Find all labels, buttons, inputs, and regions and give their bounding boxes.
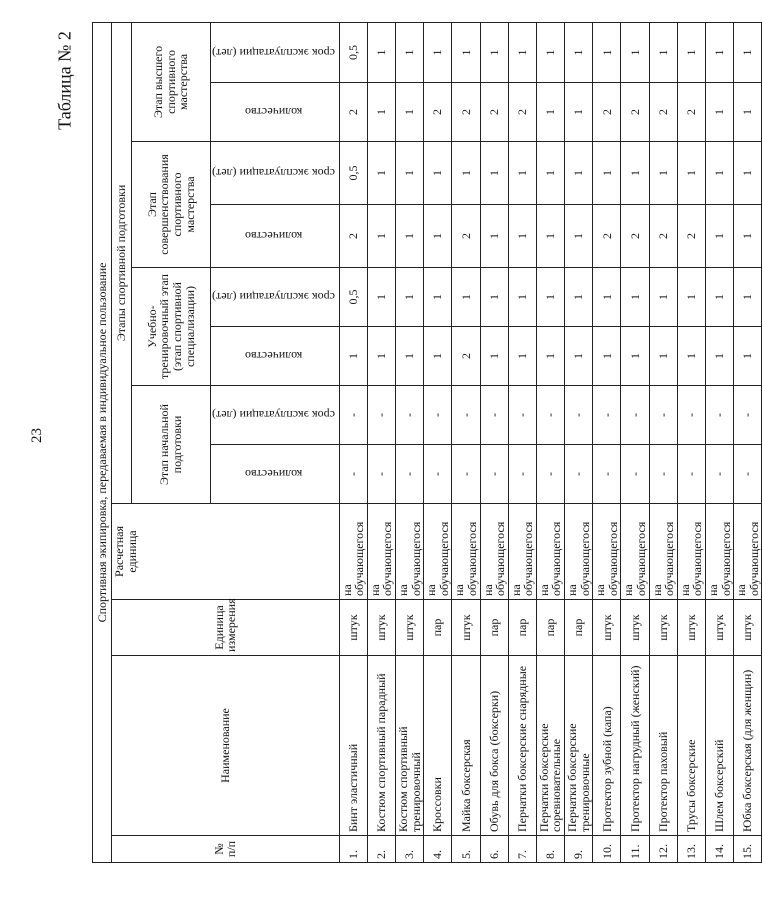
header-stages-group: Этапы спортивной подготовки xyxy=(112,22,132,503)
cell-term: 1 xyxy=(734,142,762,205)
cell-qty: - xyxy=(339,445,367,504)
cell-term: 0,5 xyxy=(339,268,367,327)
table-row xyxy=(649,22,677,862)
cell-calc-unit: на обучающегося xyxy=(508,504,536,600)
cell-name: Протектор зубной (капа) xyxy=(593,656,621,836)
cell-qty: 2 xyxy=(621,205,649,268)
cell-qty: 1 xyxy=(480,327,508,386)
cell-qty: - xyxy=(367,445,395,504)
cell-name: Протектор паховый xyxy=(649,656,677,836)
cell-term: - xyxy=(395,386,423,445)
header-qty: количество xyxy=(211,205,340,268)
cell-term: 1 xyxy=(424,268,452,327)
cell-qty: 2 xyxy=(677,205,705,268)
cell-qty: 1 xyxy=(367,83,395,142)
cell-num: 4. xyxy=(424,836,452,863)
table-row xyxy=(706,22,734,862)
cell-term: 1 xyxy=(508,22,536,82)
cell-qty: 1 xyxy=(649,327,677,386)
cell-num: 13. xyxy=(677,836,705,863)
cell-qty: 1 xyxy=(677,327,705,386)
cell-name: Перчатки боксерские снарядные xyxy=(508,656,536,836)
cell-term: - xyxy=(536,386,564,445)
cell-qty: 1 xyxy=(565,205,593,268)
table-row xyxy=(621,22,649,862)
cell-term: 1 xyxy=(452,22,480,82)
cell-calc-unit: на обучающегося xyxy=(706,504,734,600)
cell-num: 5. xyxy=(452,836,480,863)
cell-term: 1 xyxy=(452,142,480,205)
cell-qty: 2 xyxy=(452,205,480,268)
cell-name: Майка боксерская xyxy=(452,656,480,836)
cell-calc-unit: на обучающегося xyxy=(677,504,705,600)
header-stage-1: Этап начальной подготовки xyxy=(132,386,211,504)
cell-term: 1 xyxy=(395,268,423,327)
cell-term: 1 xyxy=(649,268,677,327)
cell-term: 1 xyxy=(424,22,452,82)
page-number: 23 xyxy=(29,428,45,443)
cell-term: - xyxy=(452,386,480,445)
cell-term: 1 xyxy=(649,142,677,205)
cell-qty: 1 xyxy=(565,83,593,142)
cell-qty: - xyxy=(621,445,649,504)
cell-qty: - xyxy=(734,445,762,504)
table-row xyxy=(508,22,536,862)
header-term: срок эксплуатации (лет) xyxy=(211,22,340,82)
cell-term: - xyxy=(508,386,536,445)
cell-calc-unit: на обучающегося xyxy=(734,504,762,600)
cell-qty: - xyxy=(649,445,677,504)
cell-unit: штук xyxy=(706,600,734,656)
cell-name: Кроссовки xyxy=(424,656,452,836)
cell-term: 1 xyxy=(734,268,762,327)
cell-calc-unit: на обучающегося xyxy=(593,504,621,600)
header-calc-unit: Расчетная единица xyxy=(112,504,340,600)
cell-term: 1 xyxy=(593,142,621,205)
cell-term: 1 xyxy=(480,22,508,82)
cell-term: 1 xyxy=(706,22,734,82)
cell-term: 1 xyxy=(677,268,705,327)
cell-qty: - xyxy=(677,445,705,504)
header-qty: количество xyxy=(211,83,340,142)
cell-term: 1 xyxy=(452,268,480,327)
cell-term: 1 xyxy=(508,142,536,205)
table-row xyxy=(480,22,508,862)
table-caption: Спортивная экипировка, передаваемая в индивидуальное пользование xyxy=(93,22,112,862)
cell-qty: 2 xyxy=(452,83,480,142)
cell-qty: - xyxy=(565,445,593,504)
cell-calc-unit: на обучающегося xyxy=(424,504,452,600)
table-row xyxy=(367,22,395,862)
cell-term: 1 xyxy=(565,22,593,82)
cell-name: Костюм спортивный парадный xyxy=(367,656,395,836)
cell-qty: 2 xyxy=(424,83,452,142)
cell-term: 1 xyxy=(706,268,734,327)
cell-term: 1 xyxy=(367,22,395,82)
cell-qty: 2 xyxy=(480,83,508,142)
cell-name: Костюм спортивный тренировочный xyxy=(395,656,423,836)
header-stage-3: Этап совершенствования спортивного мастерства xyxy=(132,142,211,268)
equipment-table xyxy=(92,22,762,863)
header-stage-2: Учебно-тренировочный этап (этап спортивной специализации) xyxy=(132,268,211,386)
cell-qty: 1 xyxy=(734,205,762,268)
cell-term: 1 xyxy=(536,22,564,82)
header-num: № п/п xyxy=(112,836,340,863)
cell-qty: 2 xyxy=(339,205,367,268)
cell-term: 1 xyxy=(480,268,508,327)
cell-calc-unit: на обучающегося xyxy=(565,504,593,600)
cell-qty: 1 xyxy=(734,83,762,142)
cell-term: - xyxy=(677,386,705,445)
cell-qty: 1 xyxy=(536,327,564,386)
cell-qty: 2 xyxy=(677,83,705,142)
cell-term: 1 xyxy=(621,22,649,82)
cell-calc-unit: на обучающегося xyxy=(452,504,480,600)
cell-term: 1 xyxy=(395,22,423,82)
cell-term: 1 xyxy=(621,268,649,327)
cell-qty: 1 xyxy=(565,327,593,386)
cell-qty: 1 xyxy=(706,205,734,268)
cell-unit: пар xyxy=(480,600,508,656)
cell-unit: пар xyxy=(536,600,564,656)
cell-qty: 1 xyxy=(536,83,564,142)
cell-term: - xyxy=(706,386,734,445)
header-term: срок эксплуатации (лет) xyxy=(211,268,340,327)
cell-term: - xyxy=(621,386,649,445)
cell-num: 6. xyxy=(480,836,508,863)
cell-term: - xyxy=(649,386,677,445)
cell-term: 1 xyxy=(536,268,564,327)
cell-calc-unit: на обучающегося xyxy=(536,504,564,600)
header-unit: Единица измерения xyxy=(112,600,340,656)
cell-num: 1. xyxy=(339,836,367,863)
cell-unit: пар xyxy=(508,600,536,656)
cell-unit: штук xyxy=(593,600,621,656)
cell-unit: штук xyxy=(621,600,649,656)
cell-qty: 1 xyxy=(706,327,734,386)
cell-unit: штук xyxy=(677,600,705,656)
cell-qty: 1 xyxy=(367,327,395,386)
table-row xyxy=(395,22,423,862)
cell-qty: 2 xyxy=(649,83,677,142)
cell-qty: 1 xyxy=(706,83,734,142)
cell-qty: 2 xyxy=(452,327,480,386)
cell-num: 11. xyxy=(621,836,649,863)
cell-term: 1 xyxy=(508,268,536,327)
cell-term: 1 xyxy=(536,142,564,205)
cell-qty: 1 xyxy=(339,327,367,386)
cell-term: 1 xyxy=(677,22,705,82)
cell-name: Протектор нагрудный (женский) xyxy=(621,656,649,836)
cell-name: Шлем боксерский xyxy=(706,656,734,836)
table-row xyxy=(536,22,564,862)
cell-calc-unit: на обучающегося xyxy=(649,504,677,600)
cell-name: Перчатки боксерские соревновательные xyxy=(536,656,564,836)
cell-num: 9. xyxy=(565,836,593,863)
cell-qty: 1 xyxy=(480,205,508,268)
cell-num: 12. xyxy=(649,836,677,863)
cell-unit: штук xyxy=(452,600,480,656)
cell-calc-unit: на обучающегося xyxy=(395,504,423,600)
cell-qty: 1 xyxy=(395,205,423,268)
cell-unit: штук xyxy=(395,600,423,656)
cell-qty: 1 xyxy=(734,327,762,386)
cell-term: 1 xyxy=(424,142,452,205)
cell-qty: 1 xyxy=(508,327,536,386)
cell-calc-unit: на обучающегося xyxy=(367,504,395,600)
header-term: срок эксплуатации (лет) xyxy=(211,142,340,205)
cell-calc-unit: на обучающегося xyxy=(621,504,649,600)
cell-qty: 1 xyxy=(395,83,423,142)
cell-qty: - xyxy=(395,445,423,504)
cell-num: 14. xyxy=(706,836,734,863)
header-stage-4: Этап высшего спортивного мастерства xyxy=(132,22,211,141)
cell-unit: штук xyxy=(339,600,367,656)
cell-name: Трусы боксерские xyxy=(677,656,705,836)
header-term: срок эксплуатации (лет) xyxy=(211,386,340,445)
cell-qty: - xyxy=(593,445,621,504)
cell-term: 0,5 xyxy=(339,22,367,82)
table-row xyxy=(424,22,452,862)
cell-term: 1 xyxy=(480,142,508,205)
cell-term: 1 xyxy=(649,22,677,82)
cell-qty: 1 xyxy=(424,205,452,268)
cell-qty: 1 xyxy=(593,327,621,386)
cell-qty: 1 xyxy=(367,205,395,268)
cell-qty: 1 xyxy=(508,205,536,268)
table-body xyxy=(339,22,762,862)
cell-term: - xyxy=(367,386,395,445)
cell-qty: 1 xyxy=(424,327,452,386)
cell-qty: - xyxy=(424,445,452,504)
table-row xyxy=(452,22,480,862)
cell-qty: 2 xyxy=(508,83,536,142)
cell-term: 1 xyxy=(593,22,621,82)
cell-calc-unit: на обучающегося xyxy=(480,504,508,600)
table-row xyxy=(677,22,705,862)
cell-term: 1 xyxy=(395,142,423,205)
cell-qty: 1 xyxy=(395,327,423,386)
cell-unit: штук xyxy=(367,600,395,656)
cell-qty: - xyxy=(452,445,480,504)
cell-term: 0,5 xyxy=(339,142,367,205)
cell-qty: 2 xyxy=(593,205,621,268)
cell-qty: - xyxy=(706,445,734,504)
cell-unit: штук xyxy=(734,600,762,656)
cell-qty: 1 xyxy=(536,205,564,268)
cell-qty: 2 xyxy=(649,205,677,268)
cell-term: - xyxy=(424,386,452,445)
cell-term: 1 xyxy=(593,268,621,327)
cell-unit: штук xyxy=(649,600,677,656)
cell-qty: 2 xyxy=(593,83,621,142)
cell-unit: пар xyxy=(565,600,593,656)
cell-term: - xyxy=(480,386,508,445)
cell-num: 10. xyxy=(593,836,621,863)
cell-unit: пар xyxy=(424,600,452,656)
cell-term: 1 xyxy=(565,268,593,327)
table-label: Таблица № 2 xyxy=(54,31,75,130)
cell-qty: - xyxy=(480,445,508,504)
table-row xyxy=(339,22,367,862)
table-row xyxy=(734,22,762,862)
cell-term: 1 xyxy=(734,22,762,82)
cell-qty: 2 xyxy=(339,83,367,142)
cell-name: Юбка боксерская (для женщин) xyxy=(734,656,762,836)
cell-term: 1 xyxy=(367,142,395,205)
header-name: Наименование xyxy=(112,656,340,836)
header-qty: количество xyxy=(211,327,340,386)
cell-term: 1 xyxy=(621,142,649,205)
cell-term: - xyxy=(734,386,762,445)
cell-num: 15. xyxy=(734,836,762,863)
cell-term: 1 xyxy=(565,142,593,205)
cell-name: Обувь для бокса (боксерки) xyxy=(480,656,508,836)
cell-num: 7. xyxy=(508,836,536,863)
cell-term: - xyxy=(565,386,593,445)
cell-qty: 1 xyxy=(621,327,649,386)
cell-qty: - xyxy=(508,445,536,504)
cell-name: Перчатки боксерские тренировочные xyxy=(565,656,593,836)
cell-num: 3. xyxy=(395,836,423,863)
cell-term: - xyxy=(593,386,621,445)
cell-qty: 2 xyxy=(621,83,649,142)
table-row xyxy=(593,22,621,862)
cell-name: Бинт эластичный xyxy=(339,656,367,836)
table-row xyxy=(565,22,593,862)
cell-term: 1 xyxy=(367,268,395,327)
cell-calc-unit: на обучающегося xyxy=(339,504,367,600)
cell-term: 1 xyxy=(677,142,705,205)
header-qty: количество xyxy=(211,445,340,504)
cell-num: 8. xyxy=(536,836,564,863)
cell-num: 2. xyxy=(367,836,395,863)
cell-term: 1 xyxy=(706,142,734,205)
cell-term: - xyxy=(339,386,367,445)
cell-qty: - xyxy=(536,445,564,504)
rotated-table-container xyxy=(92,23,761,863)
